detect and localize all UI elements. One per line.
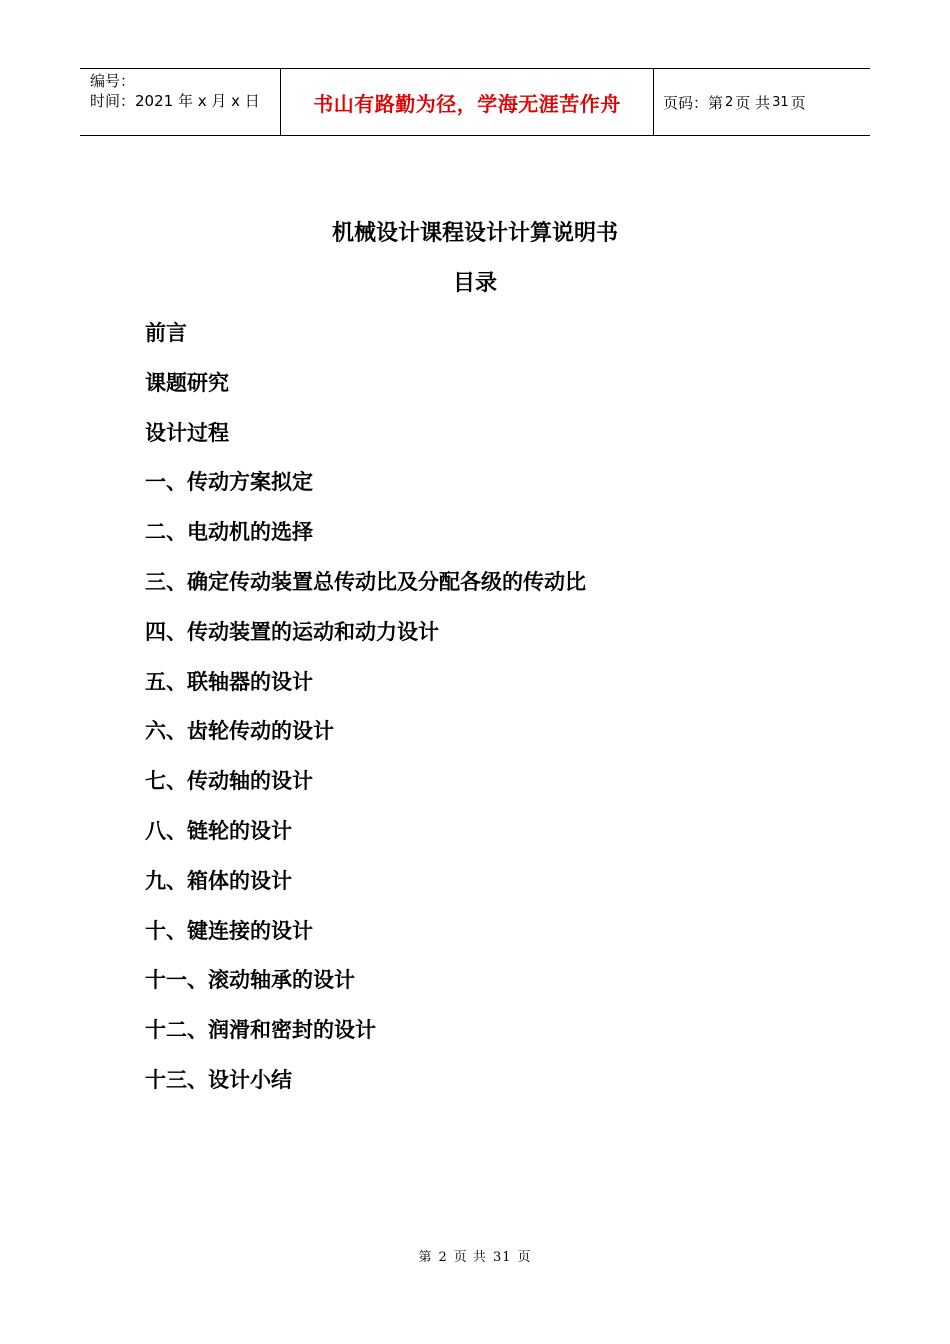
toc-item: 十二、润滑和密封的设计	[145, 1018, 376, 1043]
header-number-label: 编号：	[90, 72, 136, 90]
toc-item: 十、键连接的设计	[145, 918, 313, 943]
toc-item: 三、确定传动装置总传动比及分配各级的传动比	[145, 569, 586, 594]
toc-item: 七、传动轴的设计	[145, 769, 313, 794]
toc-item: 课题研究	[145, 370, 229, 395]
header-page-suffix: 页	[790, 93, 806, 112]
footer-prefix: 第	[418, 1250, 433, 1265]
page-footer	[0, 1246, 950, 1265]
header-page-cell	[654, 69, 870, 135]
header-page-current: 2	[725, 94, 734, 110]
footer-mid: 页 共	[453, 1250, 487, 1265]
table-of-contents	[145, 317, 586, 1114]
toc-item: 八、链轮的设计	[145, 818, 292, 843]
header-page-label: 页码：第	[663, 93, 724, 112]
header-time-line	[90, 91, 280, 111]
header-time-label: 时间：	[90, 92, 136, 110]
toc-item: 五、联轴器的设计	[145, 669, 313, 694]
toc-item: 六、齿轮传动的设计	[145, 719, 334, 744]
toc-item: 设计过程	[145, 420, 229, 445]
footer-suffix: 页	[517, 1250, 532, 1265]
toc-item: 十一、滚动轴承的设计	[145, 968, 355, 993]
header-page-mid: 页 共	[735, 93, 771, 112]
toc-item: 二、电动机的选择	[145, 520, 313, 545]
toc-item: 前言	[145, 321, 187, 345]
document-title: 机械设计课程设计计算说明书	[331, 221, 618, 246]
footer-page-total: 31	[492, 1250, 512, 1265]
footer-page-current: 2	[438, 1250, 448, 1265]
page-header	[80, 68, 870, 136]
header-date: 2021 年 x 月 x 日	[135, 92, 260, 110]
toc-item: 四、传动装置的运动和动力设计	[145, 619, 439, 644]
toc-item: 一、传动方案拟定	[145, 470, 313, 495]
header-motto-cell	[281, 69, 654, 135]
toc-item: 十三、设计小结	[145, 1067, 292, 1092]
toc-item: 九、箱体的设计	[145, 868, 292, 893]
header-page-total: 31	[772, 94, 789, 110]
header-meta-cell	[80, 69, 281, 135]
toc-heading: 目录	[452, 271, 497, 296]
header-motto: 书山有路勤为径，学海无涯苦作舟	[313, 91, 621, 116]
